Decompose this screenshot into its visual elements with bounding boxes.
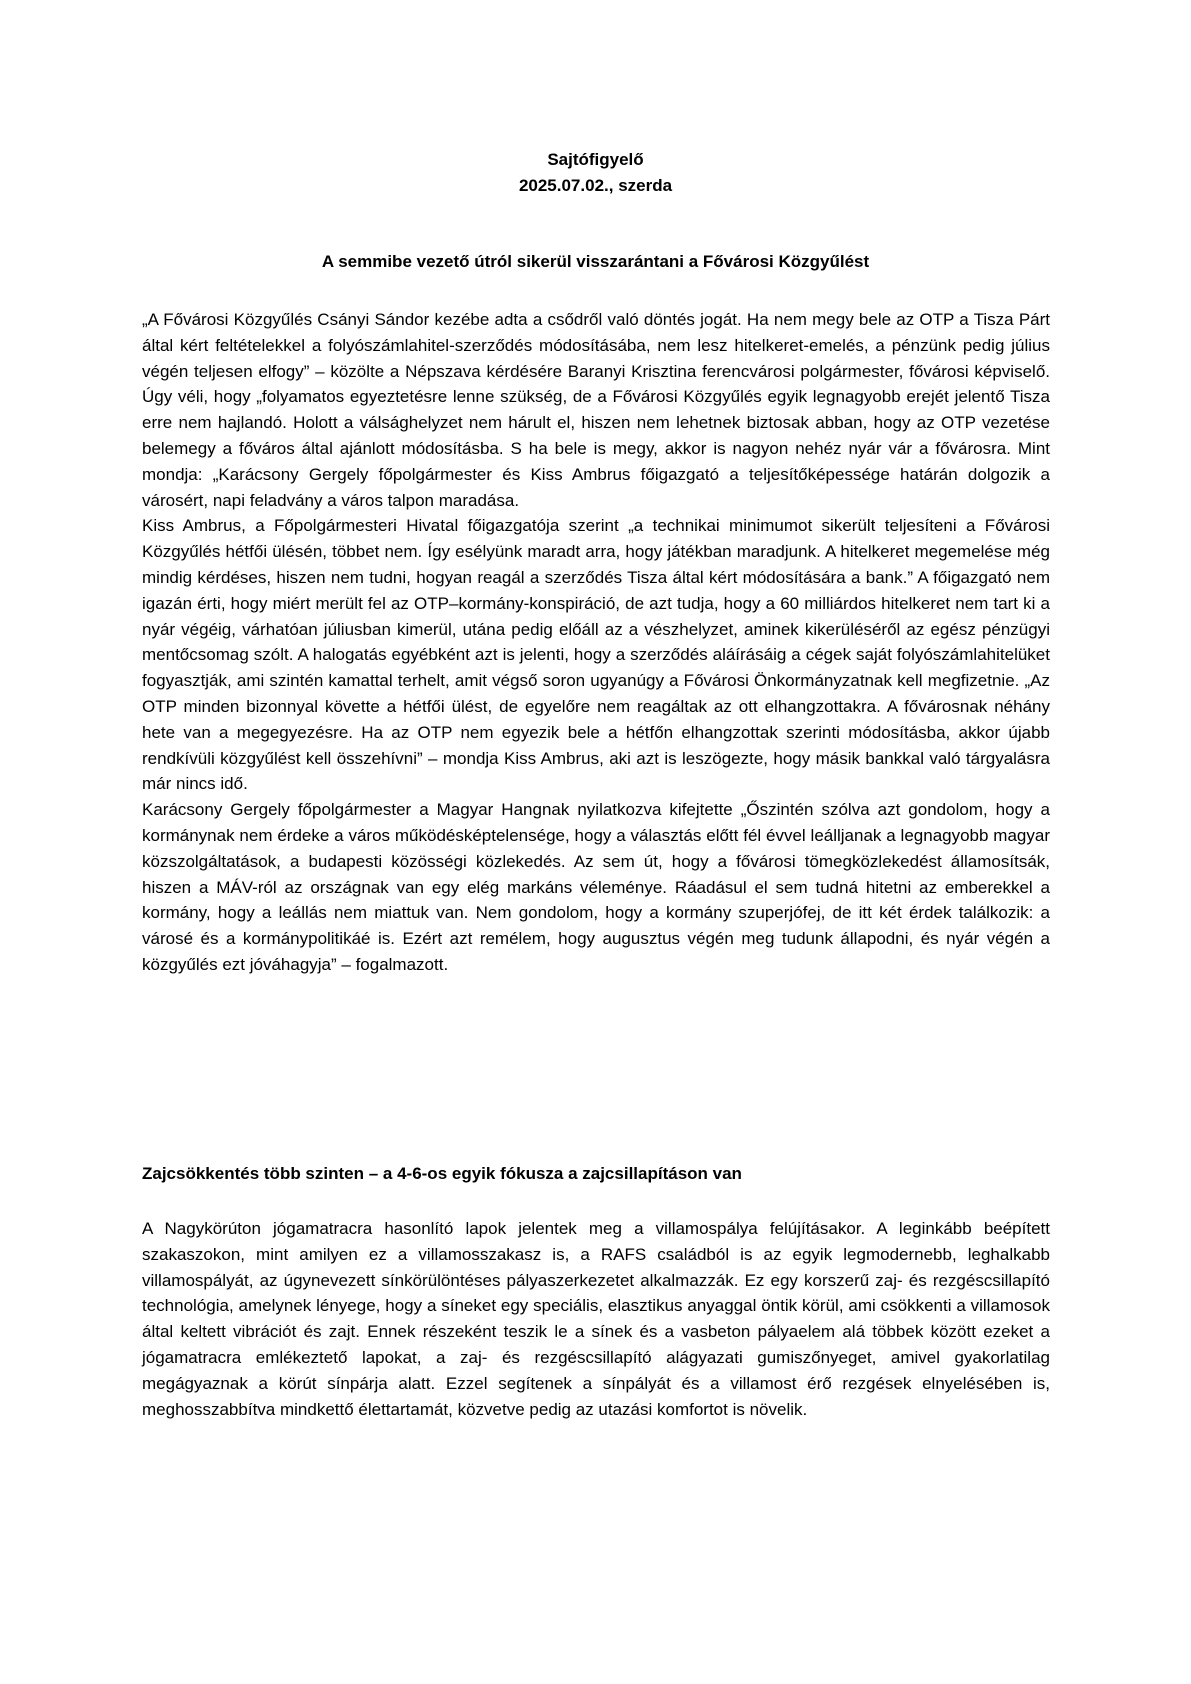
article-2-paragraph-1: A Nagykörúton jógamatracra hasonlító lapok jelentek meg a villamospálya felújításakor. A leginkább beépített szakaszokon, mint amilyen ez a villamosszakasz is, a RAFS családból is az egyik legmodernebb, leghalkabb villamospályát, az úgynevezett sínkörülöntéses pályaszerkezetet alkalmazzák. Ez egy korszerű zaj- és rezgéscsillapító technológia, amelynek lényege, hogy a síneket egy speciális, elasztikus anyaggal öntik körül, ami csökkenti a villamosok által keltett vibrációt és zajt. Ennek részeként teszik le a sínek és a vasbeton pályaelem alá többek között ezeket a jógamatracra emlékeztető lapokat, a zaj- és rezgéscsillapító alágyazati gumiszőnyeget, amivel gyakorlatilag megágyaznak a körút sínpárja alatt. Ezzel segítenek a sínpályát és a villamost érő rezgések elnyelésében is, meghosszabbítva mindkettő élettartamát, közvetve pedig az utazási komfortot is növelik. [142,1219,1050,1419]
document-title: Sajtófigyelő [547,150,644,169]
article-2-body [142,1216,1050,1422]
document-date: 2025.07.02., szerda [518,176,673,195]
article-1-title: A semmibe vezető útról sikerül visszarántani a Fővárosi Közgyűlést [321,252,870,271]
article-1-paragraph-1: „A Fővárosi Közgyűlés Csányi Sándor kezébe adta a csődről való döntés jogát. Ha nem megy bele az OTP a Tisza Párt által kért feltételekkel a folyószámlahitel-szerződés módosításába, nem lesz hitelkeret-emelés, a pénzünk pedig július végén teljesen elfogy” – közölte a Népszava kérdésére Baranyi Krisztina ferencvárosi polgármester, fővárosi képviselő. Úgy véli, hogy „folyamatos egyeztetésre lenne szükség, de a Fővárosi Közgyűlés egyik legnagyobb erejét jelentő Tisza erre nem hajlandó. Holott a válsághelyzet nem hárult el, hiszen nem lehetnek biztosak abban, hogy az OTP vezetése belemegy a főváros által ajánlott módosításba. S ha bele is megy, akkor is nagyon nehéz nyár vár a fővárosra. Mint mondja: „Karácsony Gergely főpolgármester és Kiss Ambrus főigazgató a teljesítőképessége határán dolgozik a városért, napi feladvány a város talpon maradása. [142,310,1050,510]
article-1-body [142,307,1050,978]
article-1-paragraph-3: Karácsony Gergely főpolgármester a Magyar Hangnak nyilatkozva kifejtette „Őszintén szólva azt gondolom, hogy a kormánynak nem érdeke a város működésképtelensége, hogy a választás előtt fél évvel leálljanak a legnagyobb magyar közszolgáltatások, a budapesti közösségi közlekedés. Az sem út, hogy a fővárosi tömegközlekedést államosítsák, hiszen a MÁV-ról az országnak van egy elég markáns véleménye. Ráadásul el sem tudná hitetni az emberekkel a kormány, hogy a leállás nem miattuk van. Nem gondolom, hogy a kormány szuperjófej, de itt két érdek találkozik: a városé és a kormánypolitikáé is. Ezért azt remélem, hogy augusztus végén meg tudunk állapodni, és nyár végén a közgyűlés ezt jóváhagyja” – fogalmazott. [142,800,1050,974]
article-2-title: Zajcsökkentés több szinten – a 4-6-os egyik fókusza a zajcsillapításon van [142,1164,742,1183]
article-1-paragraph-2: Kiss Ambrus, a Főpolgármesteri Hivatal főigazgatója szerint „a technikai minimumot sikerült teljesíteni a Fővárosi Közgyűlés hétfői ülésén, többet nem. Így esélyünk maradt arra, hogy játékban maradjunk. A hitelkeret megemelése még mindig kérdéses, hiszen nem tudni, hogyan reagál a szerződés Tisza által kért módosítására a bank.” A főigazgató nem igazán érti, hogy miért merült fel az OTP–kormány-konspiráció, de azt tudja, hogy a 60 milliárdos hitelkeret nem tart ki a nyár végéig, várhatóan júliusban kimerül, utána pedig előáll az a vészhelyzet, aminek kikerüléséről az egész pénzügyi mentőcsomag szólt. A halogatás egyébként azt is jelenti, hogy a szerződés aláírásáig a cégek saját folyószámlahitelüket fogyasztják, ami szintén kamattal terhelt, amit végső soron ugyanúgy a Fővárosi Önkormányzatnak kell megfizetnie. „Az OTP minden bizonnyal követte a hétfői ülést, de egyelőre nem reagáltak az ott elhangzottakra. A fővárosnak néhány hete van a megegyezésre. Ha az OTP nem egyezik bele a hétfőn elhangzottak szerinti módosításba, akkor újabb rendkívüli közgyűlést kell összehívni” – mondja Kiss Ambrus, aki azt is leszögezte, hogy másik bankkal való tárgyalásra már nincs idő. [142,516,1050,794]
